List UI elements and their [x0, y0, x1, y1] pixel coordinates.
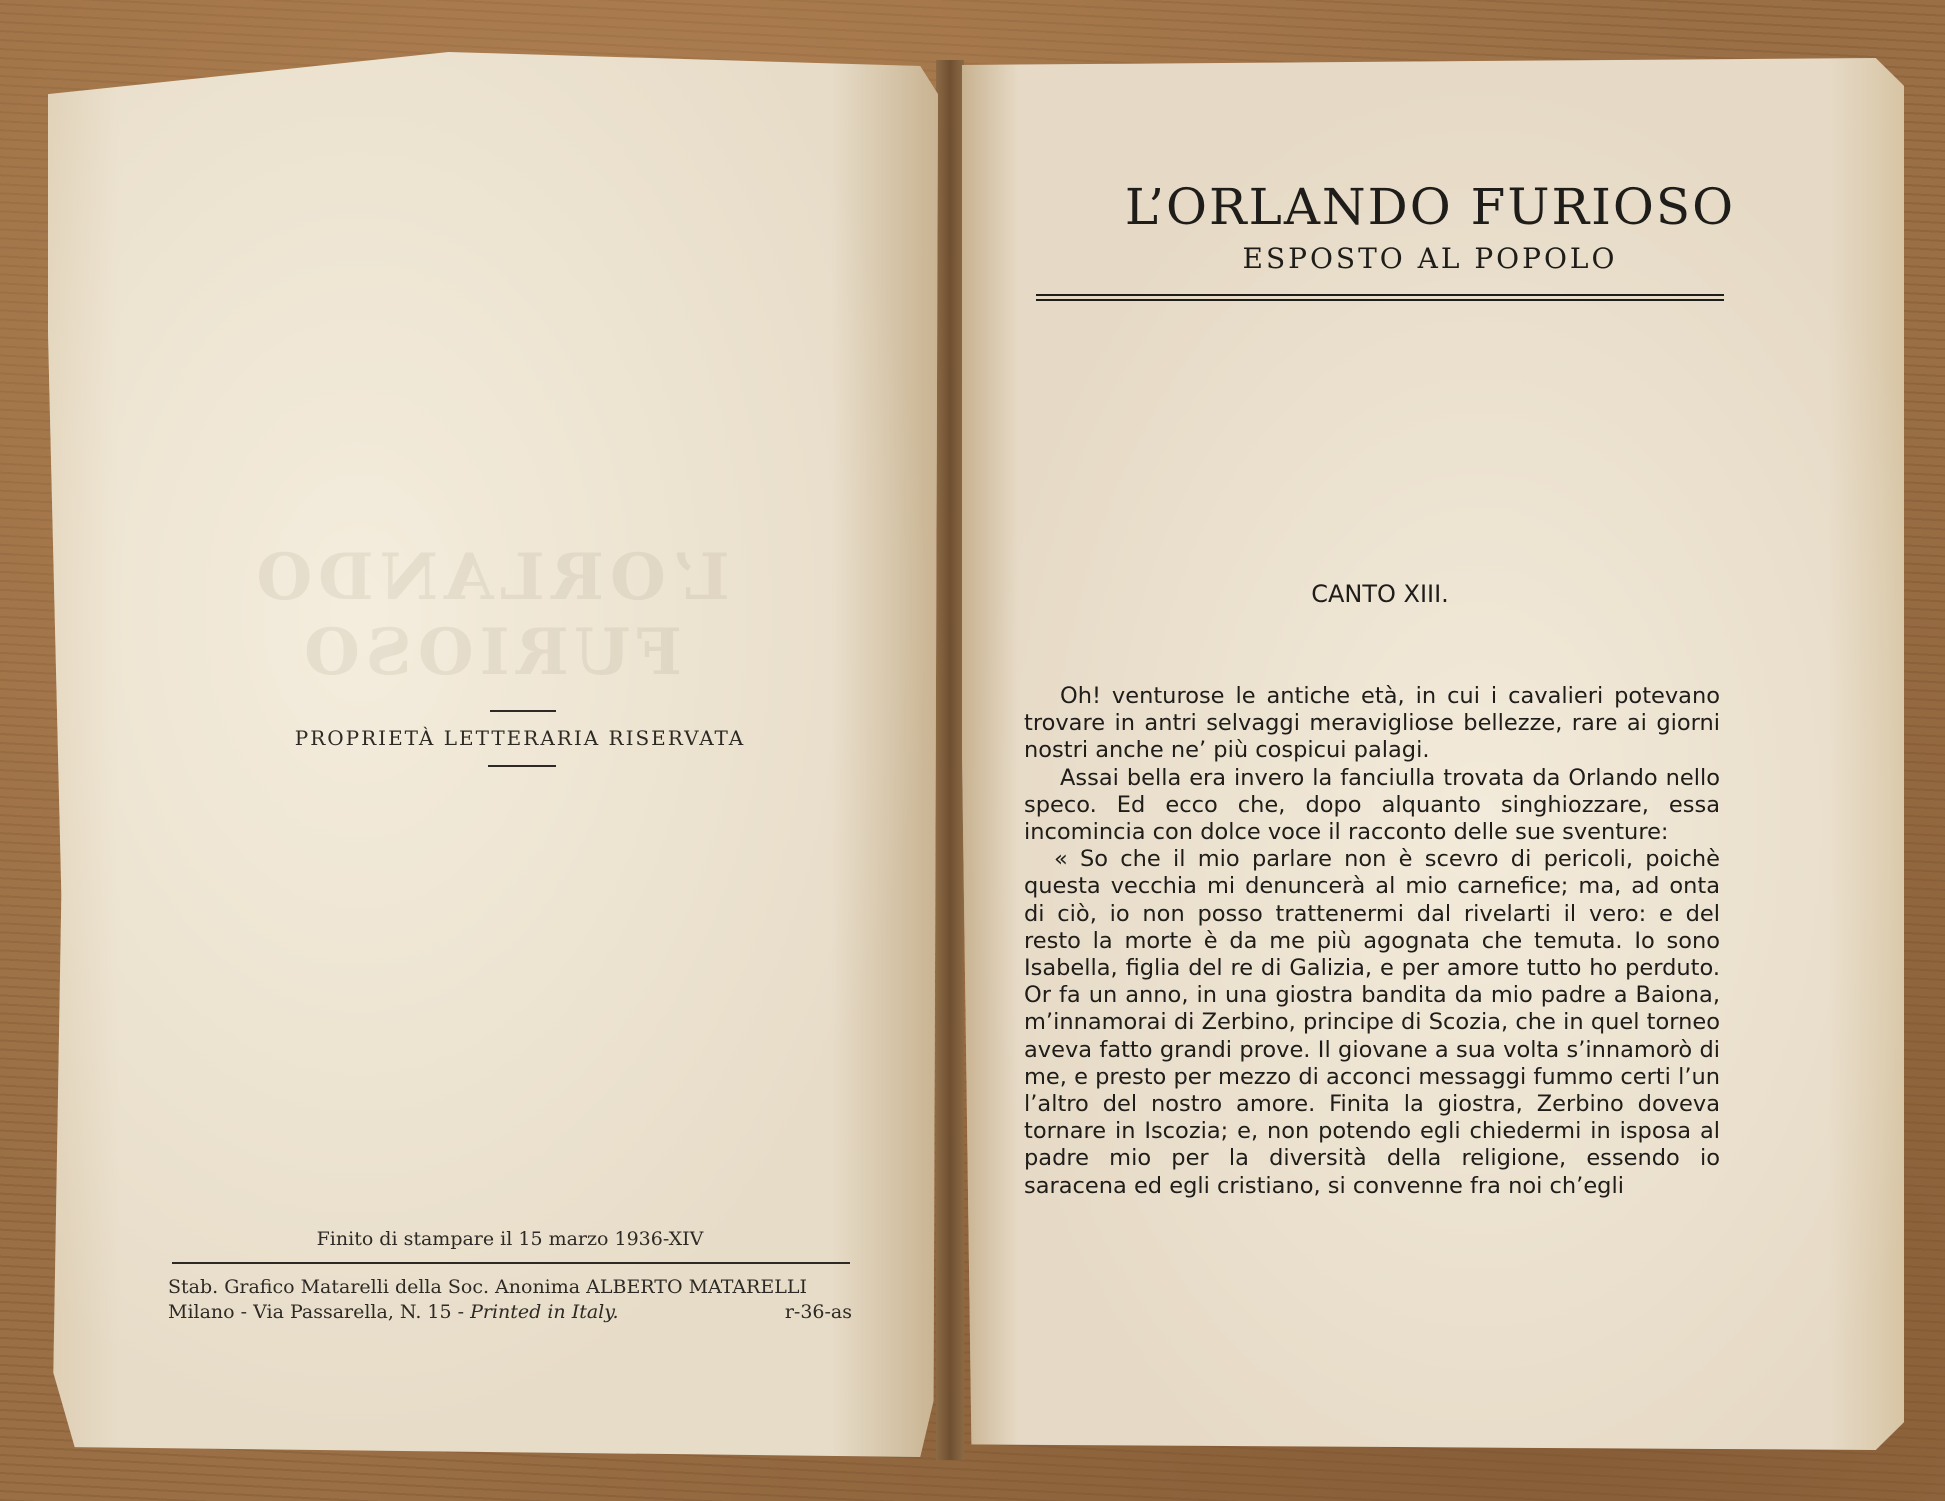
colophon-printed-in: Printed in Italy.	[470, 1301, 619, 1323]
paragraph: Assai bella era invero la fanciulla trovata da Orlando nello speco. Ed ecco che, dopo alquanto singhiozzare, essa incomincia con dolce voce il racconto delle sue sventure:	[1024, 764, 1720, 846]
colophon-print-date: Finito di stampare il 15 marzo 1936-XIV	[316, 1228, 704, 1250]
paragraph: « So che il mio parlare non è scevro di pericoli, poichè questa vecchia mi denuncerà al mio carnefice; ma, ad onta di ciò, io non posso trattenermi dal rivelarti il vero: e del resto la morte è da me più agognata che temuta. Io sono Isabella, figlia del re di Galizia, e per amore tutto ho perduto. Or fa un anno, in una giostra bandita da mio padre a Baiona, m’innamorai di Zerbino, principe di Scozia, che in quel torneo aveva fatto grandi prove. Il giovane a sua volta s’innamorò di me, e presto per mezzo di acconci messaggi fummo certi l’un l’altro del nostro amore. Finita la giostra, Zerbino doveva tornare in Iscozia; e, non potendo egli chiedermi in isposa al padre mio per la diversità della religione, essendo io saracena ed egli cristiano, si convenne fra noi ch’egli	[1024, 846, 1720, 1199]
book-gutter	[936, 60, 964, 1460]
body-text	[1024, 683, 1720, 1200]
title-rule-bottom	[1036, 299, 1724, 301]
book-title: L’ORLANDO FURIOSO	[1124, 178, 1736, 236]
colophon-rule	[172, 1262, 850, 1264]
colophon-address-line	[168, 1301, 852, 1323]
copyright-notice: PROPRIETÀ LETTERARIA RISERVATA	[294, 726, 746, 750]
paragraph: Oh! venturose le antiche età, in cui i cavalieri potevano trovare in antri selvaggi meravigliose bellezze, rare ai giorni nostri anche ne’ più cospicui palagi.	[1024, 683, 1720, 764]
colophon-address: Milano - Via Passarella, N. 15 -	[168, 1301, 471, 1323]
book-subtitle: ESPOSTO AL POPOLO	[1242, 242, 1618, 275]
show-through-text: L’ORLANDO FURIOSO	[250, 540, 730, 690]
copyright-rule-bottom	[488, 765, 556, 767]
colophon-code: r-36-as	[784, 1301, 852, 1323]
title-rule-top	[1036, 294, 1724, 296]
colophon-printer: Stab. Grafico Matarelli della Soc. Anonima ALBERTO MATARELLI	[168, 1276, 807, 1298]
canto-heading: CANTO XIII.	[1311, 580, 1449, 608]
copyright-rule-top	[490, 710, 556, 712]
